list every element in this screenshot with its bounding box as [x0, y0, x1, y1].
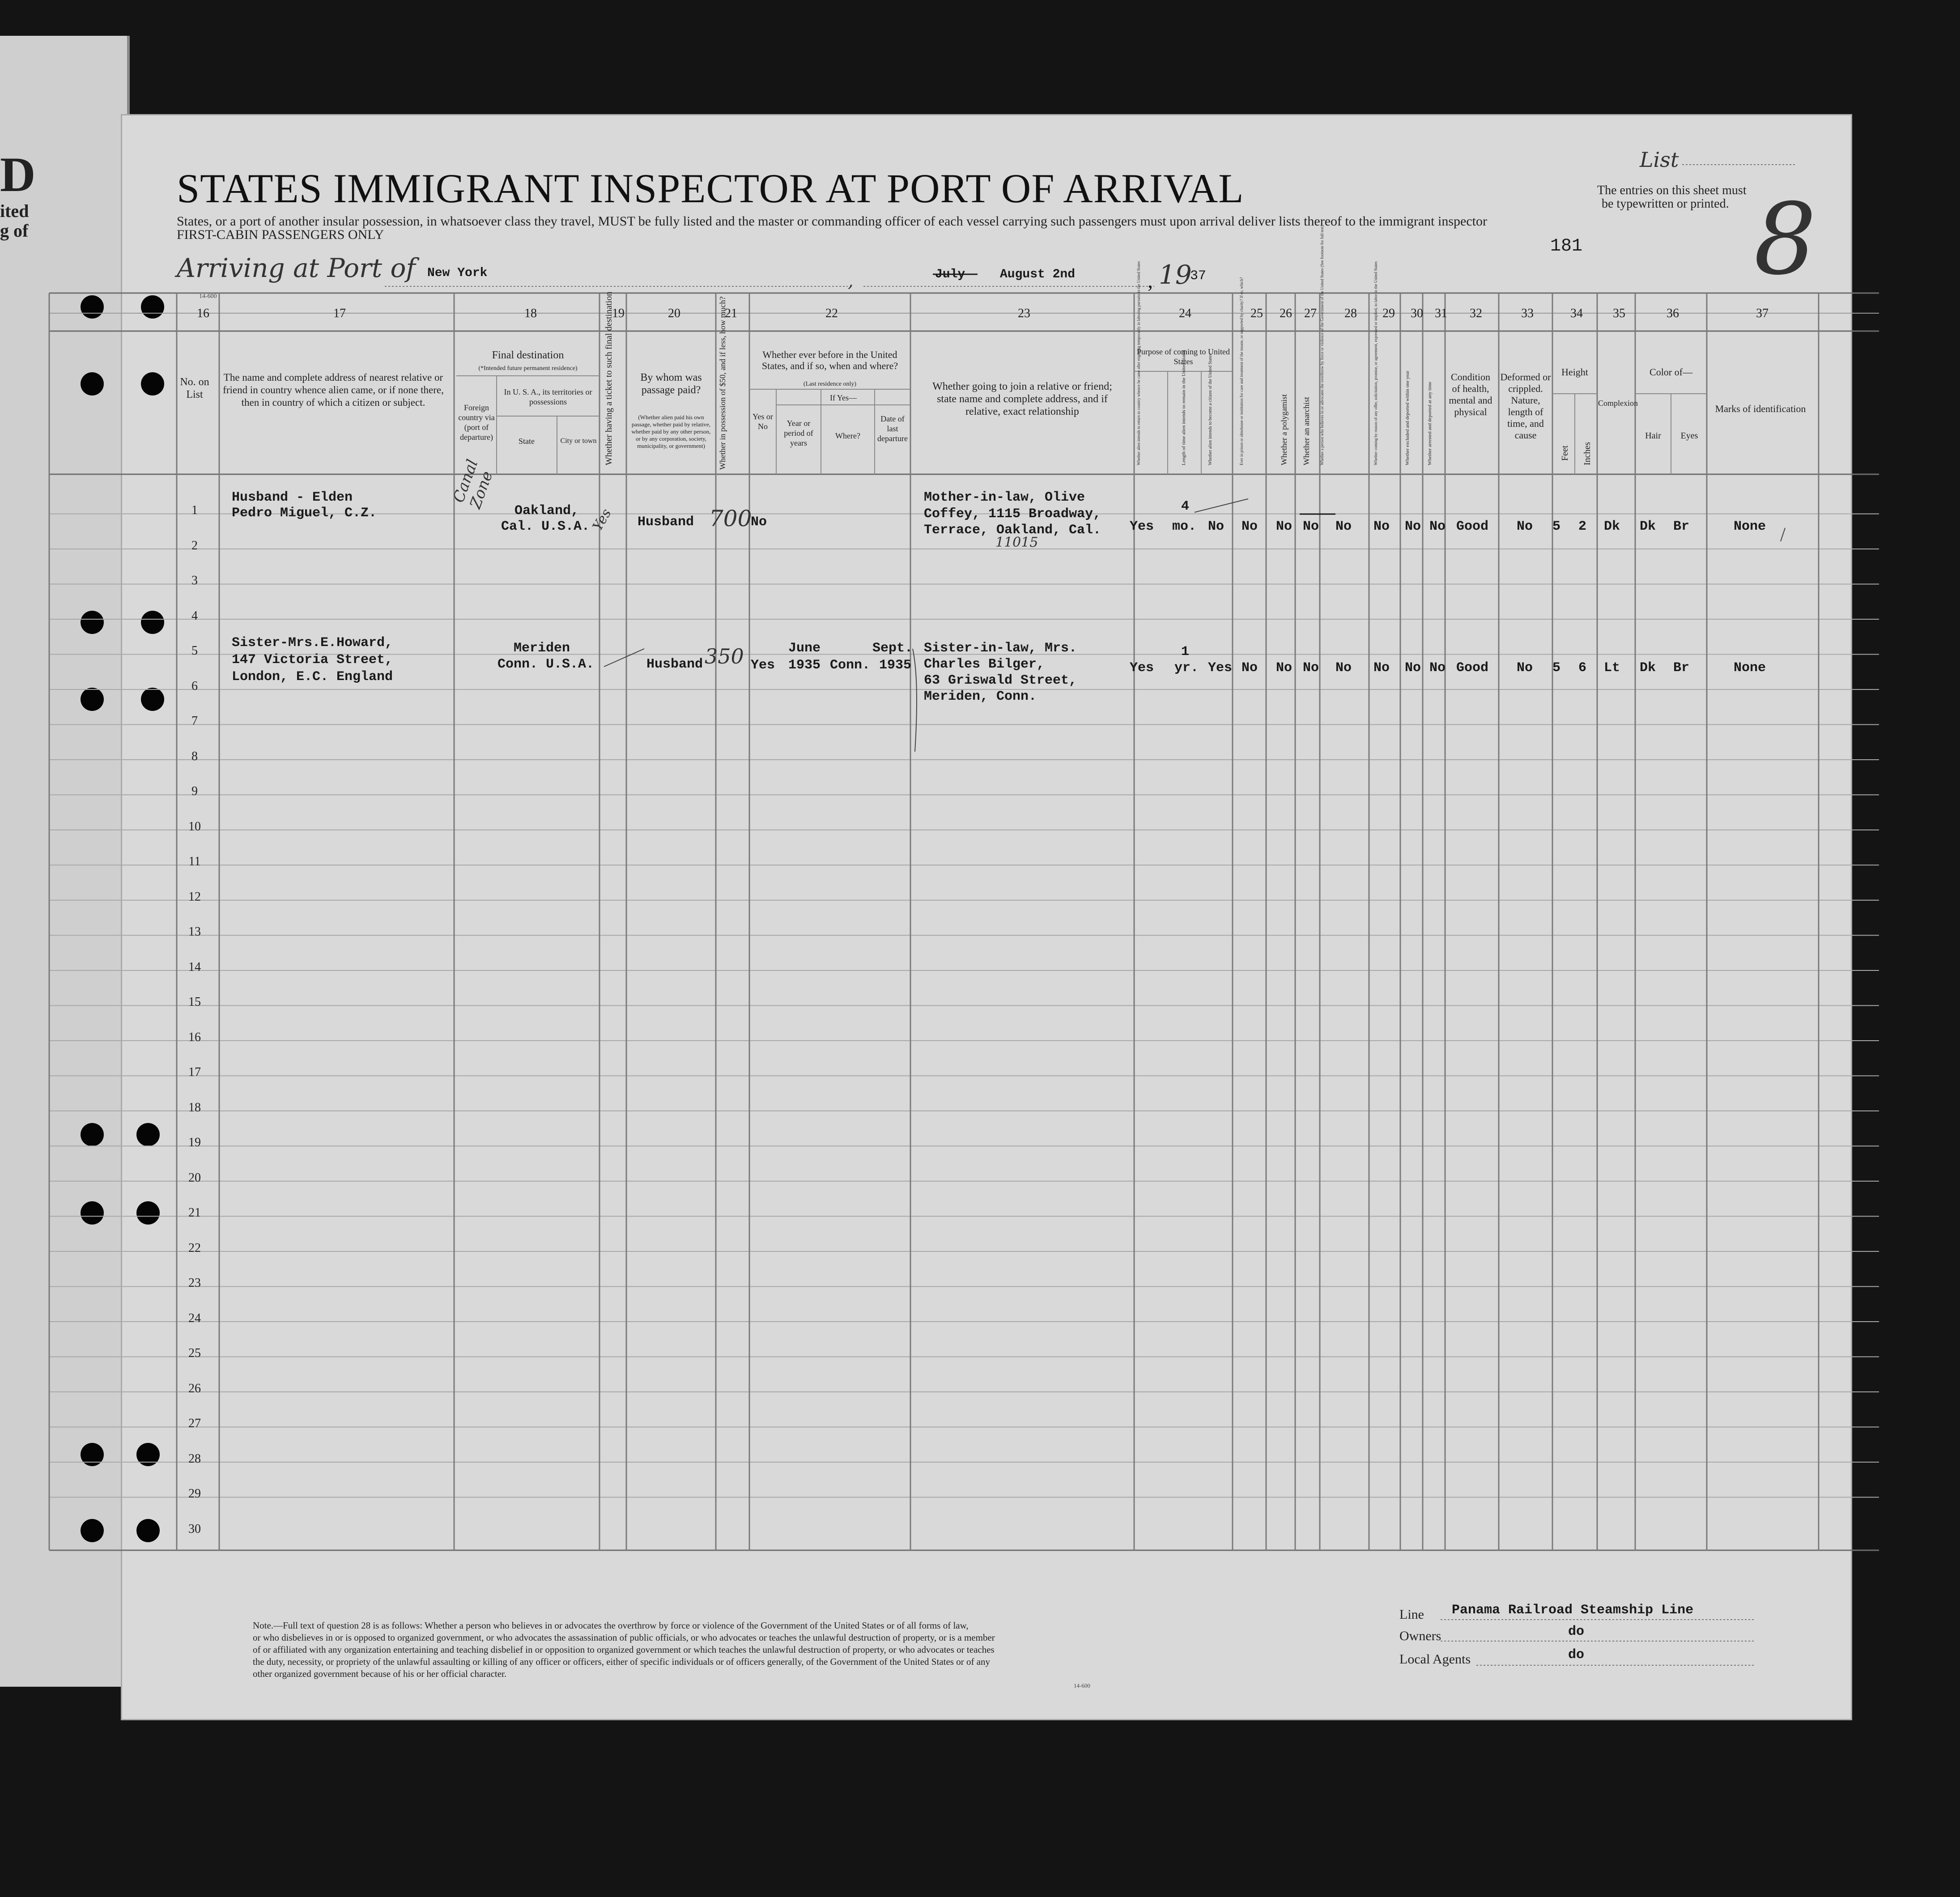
entry1-anarchist: No — [1303, 519, 1319, 534]
row-number: 25 — [188, 1346, 201, 1360]
entry2-offer: No — [1373, 660, 1390, 676]
column-number: 35 — [1613, 306, 1625, 320]
row-number: 27 — [188, 1416, 201, 1430]
entry2-paid-by: Husband — [646, 657, 703, 672]
header-final-destination: Final destination — [492, 349, 564, 361]
row-number: 7 — [191, 714, 198, 728]
year-prefix: 19 — [1159, 259, 1192, 290]
column-number: 21 — [725, 306, 737, 320]
row-number: 12 — [188, 889, 201, 904]
arriving-label: Arriving at Port of — [177, 253, 416, 283]
column-number: 25 — [1250, 306, 1263, 320]
entry1-return: Yes — [1130, 519, 1154, 534]
struck-month: July — [935, 268, 965, 281]
header-foreign-country: Foreign country via (port of departure) — [458, 403, 495, 442]
header-excluded: Whether excluded and deported within one year — [1405, 370, 1410, 465]
row-number: 19 — [188, 1136, 201, 1149]
row-number: 13 — [188, 925, 201, 939]
entry2-join-line2: Charles Bilger, — [924, 657, 1045, 672]
column-number: 17 — [333, 306, 346, 320]
row-number: 10 — [188, 819, 201, 834]
typewritten-note: The entries on this sheet must — [1597, 183, 1747, 197]
entry2-overthrow: No — [1335, 660, 1352, 676]
header-purpose-return: Whether alien intends to return to country whence he came after engaging temporarily in laboring pursuits in the United States — [1136, 261, 1141, 465]
header-city: City or town — [560, 437, 597, 445]
line-label: Line — [1399, 1607, 1424, 1622]
entry1-relative-line1: Husband - Elden — [232, 490, 353, 505]
entry2-prison: No — [1241, 660, 1258, 676]
entry1-eyes: Br — [1673, 519, 1690, 534]
entry1-deported: No — [1429, 519, 1446, 534]
entry1-overthrow: No — [1335, 519, 1352, 534]
column-number: 31 — [1435, 306, 1447, 320]
owners-value: do — [1568, 1624, 1585, 1639]
entry2-before-date-line2: 1935 — [879, 658, 912, 673]
footnote-line: or who disbelieves in or is opposed to organized government, or who advocates the assassination of public officials, or who advocates or teaches the unlawful destruction of property, or is a member — [253, 1632, 995, 1643]
header-date-departure: Date of last departure — [877, 414, 908, 443]
row-number: 30 — [188, 1522, 201, 1536]
entry1-length-bottom: mo. — [1172, 519, 1197, 534]
header-overthrow: Whether a person who believes in or advocates the overthrow by force or violence of the Government of the United States (See footnote for full text) — [1320, 225, 1324, 465]
header-hair: Hair — [1645, 431, 1661, 441]
row-number: 29 — [188, 1487, 201, 1501]
row-number: 18 — [188, 1100, 201, 1114]
form-code: 14-600 — [199, 293, 217, 300]
entry2-eyes: Br — [1673, 660, 1690, 676]
row-number: 20 — [188, 1170, 201, 1185]
column-number: 22 — [825, 306, 838, 320]
column-number: 33 — [1521, 306, 1534, 320]
entry1-prison: No — [1241, 519, 1258, 534]
entry1-money-handwritten: 700 — [709, 506, 752, 532]
entry2-relative-line2: 147 Victoria Street, — [232, 652, 393, 668]
column-number: 23 — [1018, 306, 1030, 320]
row-number: 16 — [188, 1030, 201, 1044]
entry2-before-date-line1: Sept. — [872, 641, 913, 656]
comma: , — [1148, 269, 1153, 293]
entry1-foreign-handwritten: Canal Zone — [450, 457, 497, 511]
column-number: 28 — [1344, 306, 1357, 320]
row-number: 21 — [188, 1206, 201, 1220]
entry2-inches: 6 — [1578, 660, 1587, 676]
row-number: 2 — [191, 538, 198, 553]
form-subtitle: States, or a port of another insular possession, in whatsoever class they travel, MUST be fully listed and the master or commanding officer of each vessel carrying such passengers must upon arrival deliver lists thereof to the immigrant inspector — [177, 214, 1487, 229]
entry1-citizen: No — [1208, 519, 1224, 534]
header-inches: Inches — [1582, 442, 1592, 465]
header-deported: Whether arrested and deported at any time — [1427, 382, 1433, 465]
entry2-anarchist: No — [1303, 660, 1319, 676]
header-purpose-citizen: Whether alien intends to become a citizen of the United States — [1208, 353, 1213, 465]
footnote-line: the duty, necessity, or propriety of the unlawful assaulting or killing of any officer or officers, either of specific individuals or of officers generally, of the Government of the United States or of any — [253, 1656, 991, 1667]
entry2-join-line3: 63 Griswald Street, — [924, 673, 1077, 688]
entry2-before-where: Conn. — [830, 658, 871, 673]
header-anarchist: Whether an anarchist — [1302, 397, 1311, 465]
entry1-complexion: Dk — [1604, 519, 1620, 534]
row-number: 5 — [191, 644, 198, 658]
entry2-dest-line1: Meriden — [514, 641, 570, 656]
row-number: 4 — [191, 608, 198, 623]
left-fragment-text: g of — [0, 221, 29, 241]
row-number: 1 — [191, 503, 198, 517]
entry2-health: Good — [1456, 660, 1489, 676]
entry1-length-top: 4 — [1181, 499, 1190, 514]
left-fragment-letter: D — [0, 147, 36, 202]
header-usa: In U. S. A., its territories or possessions — [504, 387, 592, 406]
column-number: 27 — [1304, 306, 1317, 320]
row-number: 9 — [191, 784, 198, 798]
footnote-line: of or affiliated with any organization entertaining and teaching disbelief in or opposition to organized government or which teaches the unlawful destruction of property, or who advocates or teaches — [253, 1644, 995, 1655]
entry2-hair: Dk — [1640, 660, 1656, 676]
header-feet: Feet — [1560, 445, 1570, 461]
form-class-label: FIRST-CABIN PASSENGERS ONLY — [177, 227, 384, 242]
column-number: 19 — [612, 306, 625, 320]
column-number: 37 — [1756, 306, 1769, 320]
header-year: Year or period of years — [784, 419, 813, 447]
footnote — [253, 1620, 1174, 1680]
header-before-in-us: Whether ever before in the United States, and if so, when and where? — [761, 349, 898, 371]
form-title: STATES IMMIGRANT INSPECTOR AT PORT OF ARRIVAL — [177, 166, 1244, 211]
comma: , — [848, 271, 854, 291]
entry2-deformed: No — [1517, 660, 1533, 676]
row-number: 8 — [191, 749, 198, 763]
entry1-join-line2: Coffey, 1115 Broadway, — [924, 506, 1101, 522]
header-purpose: Purpose of coming to United States — [1137, 347, 1230, 366]
entry2-return: Yes — [1130, 660, 1154, 676]
port-value: New York — [427, 266, 488, 280]
entry2-length-bottom: yr. — [1174, 660, 1199, 676]
column-number: 34 — [1570, 306, 1583, 320]
handwritten-list-number: 8 — [1754, 182, 1816, 297]
column-number: 20 — [668, 306, 680, 320]
header-polygamist: Whether a polygamist — [1280, 394, 1288, 465]
header-join-relative: Whether going to join a relative or friend; state name and complete address, and if relative, exact relationship — [932, 381, 1112, 417]
column-number: 36 — [1667, 306, 1679, 320]
header-prison: Ever in prison or almshouse or institution for care and treatment of the insane, or supported by charity? If so, which? — [1239, 277, 1244, 465]
footer-form-code: 14-600 — [1074, 1682, 1090, 1689]
header-eyes: Eyes — [1680, 431, 1698, 441]
entry1-join-handwritten: 11015 — [995, 535, 1038, 550]
header-no-on-list: No. on List — [180, 376, 209, 400]
header-health: Condition of health, mental and physical — [1449, 371, 1492, 417]
entry1-join-line3: Terrace, Oakland, Cal. — [924, 523, 1101, 538]
header-marks: Marks of identification — [1715, 403, 1806, 414]
header-passage-note: (Whether alien paid his own passage, whether paid by relative, whether paid by any other person, or by any corporation, society, municipality, or government) — [631, 414, 711, 449]
header-final-destination-note: (*Intended future permanent residence) — [478, 365, 578, 372]
entry1-polygamist: No — [1276, 519, 1292, 534]
entry1-dest-line2: Cal. U.S.A. — [501, 519, 590, 534]
header-deformed: Deformed or crippled. Nature, length of time, and cause — [1500, 371, 1551, 441]
entry1-inches: 2 — [1578, 519, 1587, 534]
entry1-hair: Dk — [1640, 519, 1656, 534]
header-passage-paid: By whom was passage paid? — [640, 372, 702, 396]
agents-label: Local Agents — [1399, 1652, 1471, 1667]
row-number: 3 — [191, 574, 198, 587]
entry2-money-handwritten: 350 — [705, 644, 744, 668]
row-number: 23 — [188, 1276, 201, 1290]
row-number: 11 — [188, 855, 201, 868]
header-money: Whether in possession of $50, and if less, how much? — [718, 296, 727, 470]
entry1-join-line1: Mother-in-law, Olive — [924, 490, 1085, 505]
column-number: 30 — [1411, 306, 1423, 320]
entry2-before-year-line2: 1935 — [788, 658, 821, 673]
entry2-relative-line3: London, E.C. England — [232, 669, 393, 685]
entry2-complexion: Lt — [1604, 660, 1620, 676]
arrival-date: August 2nd — [1000, 268, 1076, 281]
entry2-feet: 5 — [1552, 660, 1561, 676]
row-number: 6 — [191, 679, 198, 693]
entry1-paid-by: Husband — [638, 515, 694, 530]
column-number: 16 — [197, 306, 209, 320]
column-number: 29 — [1382, 306, 1395, 320]
left-fragment-text: ited — [0, 201, 29, 221]
row-number: 28 — [188, 1451, 201, 1466]
entry2-dest-line2: Conn. U.S.A. — [497, 657, 595, 672]
header-color: Color of— — [1650, 366, 1692, 378]
column-number: 18 — [524, 306, 537, 320]
entry2-before-yes-no: Yes — [751, 658, 775, 673]
row-number: 15 — [188, 995, 201, 1009]
header-purpose-length: Length of time alien intends to remain in the United States — [1181, 350, 1186, 465]
row-number: 24 — [188, 1311, 201, 1325]
row-number: 26 — [188, 1381, 201, 1395]
column-number: 32 — [1470, 306, 1482, 320]
typewritten-note: be typewritten or printed. — [1602, 197, 1729, 211]
footnote-line: other organized government because of his or her official character. — [253, 1668, 507, 1679]
header-where: Where? — [835, 431, 860, 440]
row-number: 17 — [188, 1065, 201, 1079]
entry1-feet: 5 — [1552, 519, 1561, 534]
entry1-deformed: No — [1517, 519, 1533, 534]
entry2-before-year-line1: June — [788, 641, 821, 656]
entry1-before-yes-no: No — [751, 515, 767, 530]
header-offer: Whether coming by reason of any offer, solicitation, promise, or agreement, expressed or implied, to labor in the United States — [1373, 261, 1378, 465]
header-height: Height — [1561, 366, 1588, 378]
footnote-line: Note.—Full text of question 28 is as follows: Whether a person who believes in or advocates the overthrow by force or violence of the Government of the United States or of all forms of law, — [253, 1620, 969, 1631]
entry1-health: Good — [1456, 519, 1489, 534]
entry2-citizen: Yes — [1208, 660, 1233, 676]
header-ticket: Whether having a ticket to such final destination — [604, 291, 614, 465]
entry1-relative-line2: Pedro Miguel, C.Z. — [232, 506, 377, 521]
row-number: 22 — [188, 1241, 201, 1255]
line-value: Panama Railroad Steamship Line — [1452, 1603, 1694, 1618]
entry2-deported: No — [1429, 660, 1446, 676]
header-relative: The name and complete address of nearest relative or friend in country whence alien came, or if none there, then in country of which a citizen or subject. — [223, 372, 444, 408]
column-number: 24 — [1179, 306, 1191, 320]
entry2-excluded: No — [1405, 660, 1421, 676]
year-suffix: 37 — [1190, 268, 1207, 284]
entry1-excluded: No — [1405, 519, 1421, 534]
entry1-marks: None — [1734, 519, 1766, 534]
stamped-number: 181 — [1550, 236, 1583, 256]
header-state: State — [519, 437, 535, 446]
row-number: 14 — [188, 960, 201, 974]
owners-label: Owners — [1399, 1629, 1441, 1643]
list-label: List — [1640, 148, 1679, 172]
entry2-polygamist: No — [1276, 660, 1292, 676]
entry2-join-line4: Meriden, Conn. — [924, 689, 1037, 704]
header-if-yes: If Yes— — [829, 393, 857, 402]
column-number: 26 — [1280, 306, 1292, 320]
header-yes-no: Yes or No — [753, 412, 773, 431]
entry1-ticket-handwritten: Yes — [590, 506, 615, 534]
entry2-join-line1: Sister-in-law, Mrs. — [924, 641, 1077, 656]
agents-value: do — [1568, 1647, 1585, 1663]
entry2-length-top: 1 — [1181, 644, 1190, 659]
header-before-note: (Last residence only) — [803, 381, 857, 387]
entry2-relative-line1: Sister-Mrs.E.Howard, — [232, 635, 393, 651]
entry1-offer: No — [1373, 519, 1390, 534]
header-complexion: Complexion — [1598, 399, 1638, 408]
entry1-dest-line1: Oakland, — [514, 503, 579, 519]
entry2-marks: None — [1734, 660, 1766, 676]
